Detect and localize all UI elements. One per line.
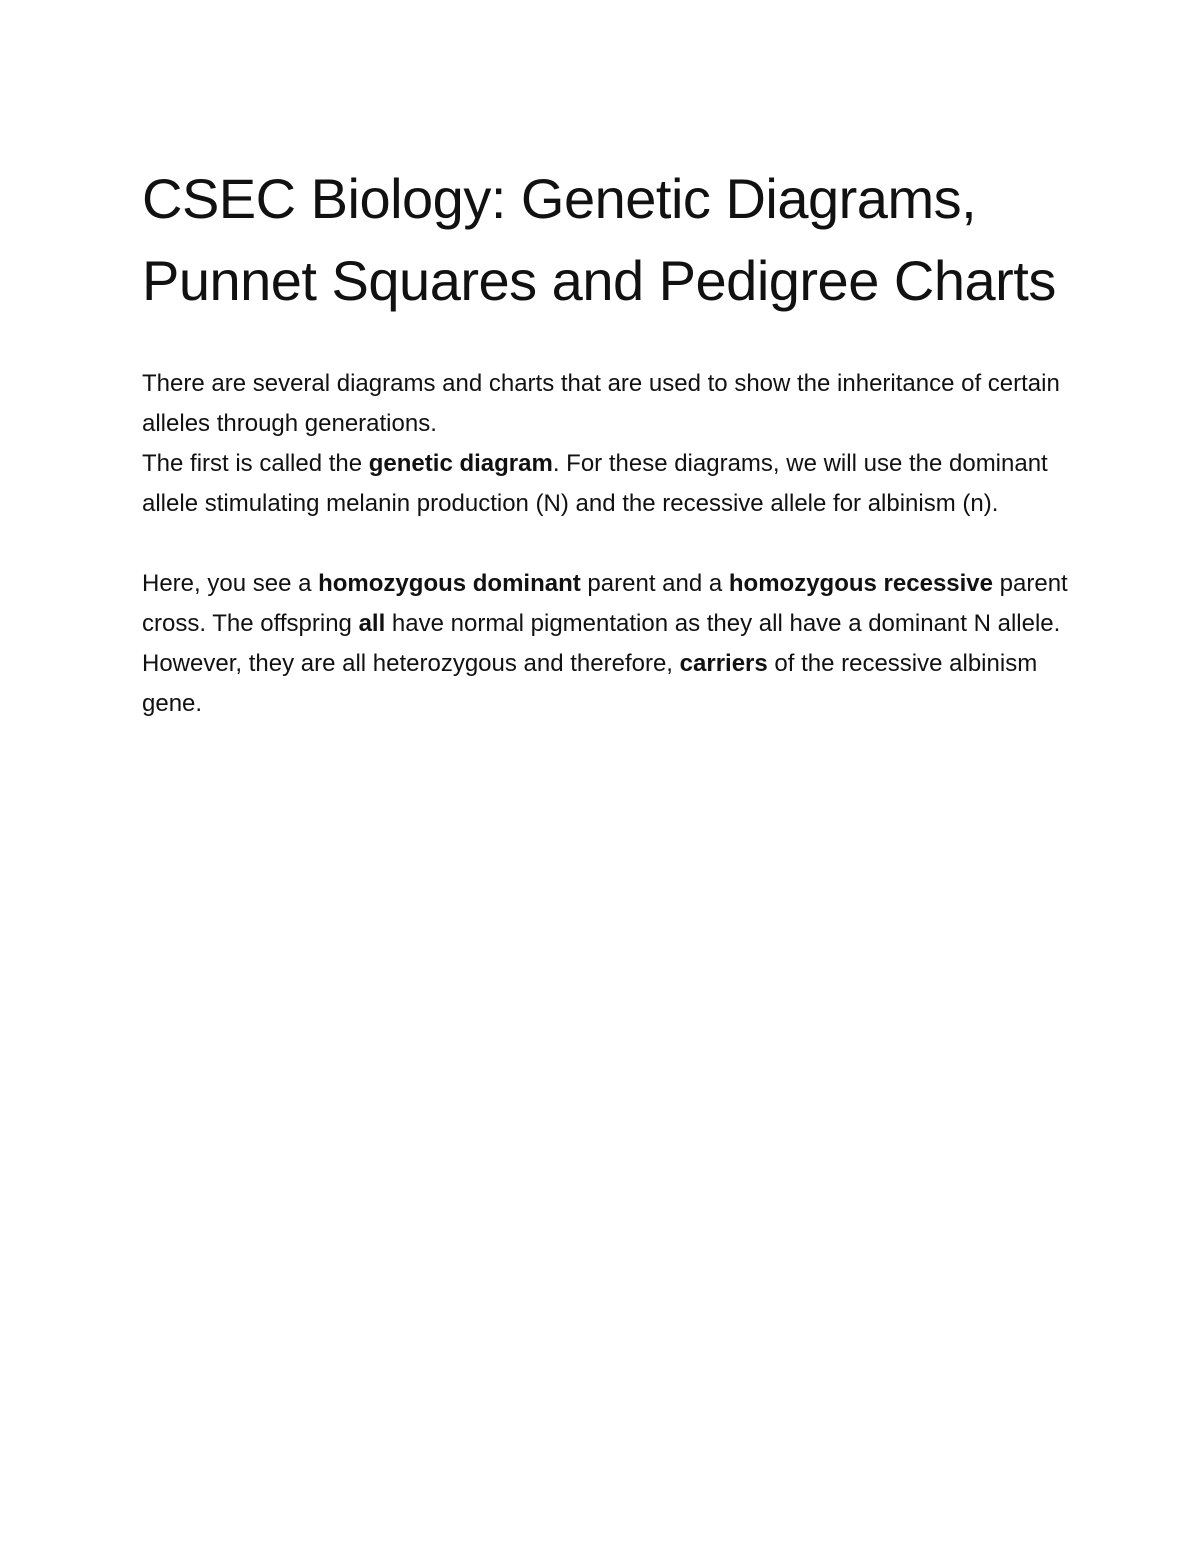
bold-term: homozygous dominant	[318, 570, 581, 597]
paragraph-text: There are several diagrams and charts that are used to show the inheritance of certain alleles through generations.	[142, 370, 1060, 437]
bold-term: carriers	[679, 650, 768, 677]
paragraph-text: Here, you see a	[142, 570, 319, 597]
bold-term: all	[358, 610, 386, 637]
paragraph-text: The first is called the	[142, 450, 369, 477]
paragraph-text: of the recessive albinism gene.	[142, 650, 1038, 717]
paragraph-spacer	[142, 524, 1072, 564]
paragraph-cross-explanation	[142, 564, 1072, 724]
document-content	[142, 158, 1072, 724]
paragraph-text: . For these diagrams, we will use the dominant allele stimulating melanin production (N) and the recessive allele for albinism (n).	[142, 450, 1048, 517]
paragraph-text: parent and a	[580, 570, 729, 597]
paragraph-intro	[142, 364, 1072, 444]
bold-term: genetic diagram	[368, 450, 553, 477]
page-title: CSEC Biology: Genetic Diagrams, Punnet Squares and Pedigree Charts	[142, 167, 1056, 312]
paragraph-text: parent cross. The offspring	[142, 570, 1068, 637]
paragraph-genetic-diagram	[142, 444, 1072, 524]
bold-term: homozygous recessive	[728, 570, 993, 597]
paragraph-text: have normal pigmentation as they all have a dominant N allele. However, they are all heterozygous and therefore,	[142, 610, 1061, 677]
body-text	[142, 364, 1072, 724]
